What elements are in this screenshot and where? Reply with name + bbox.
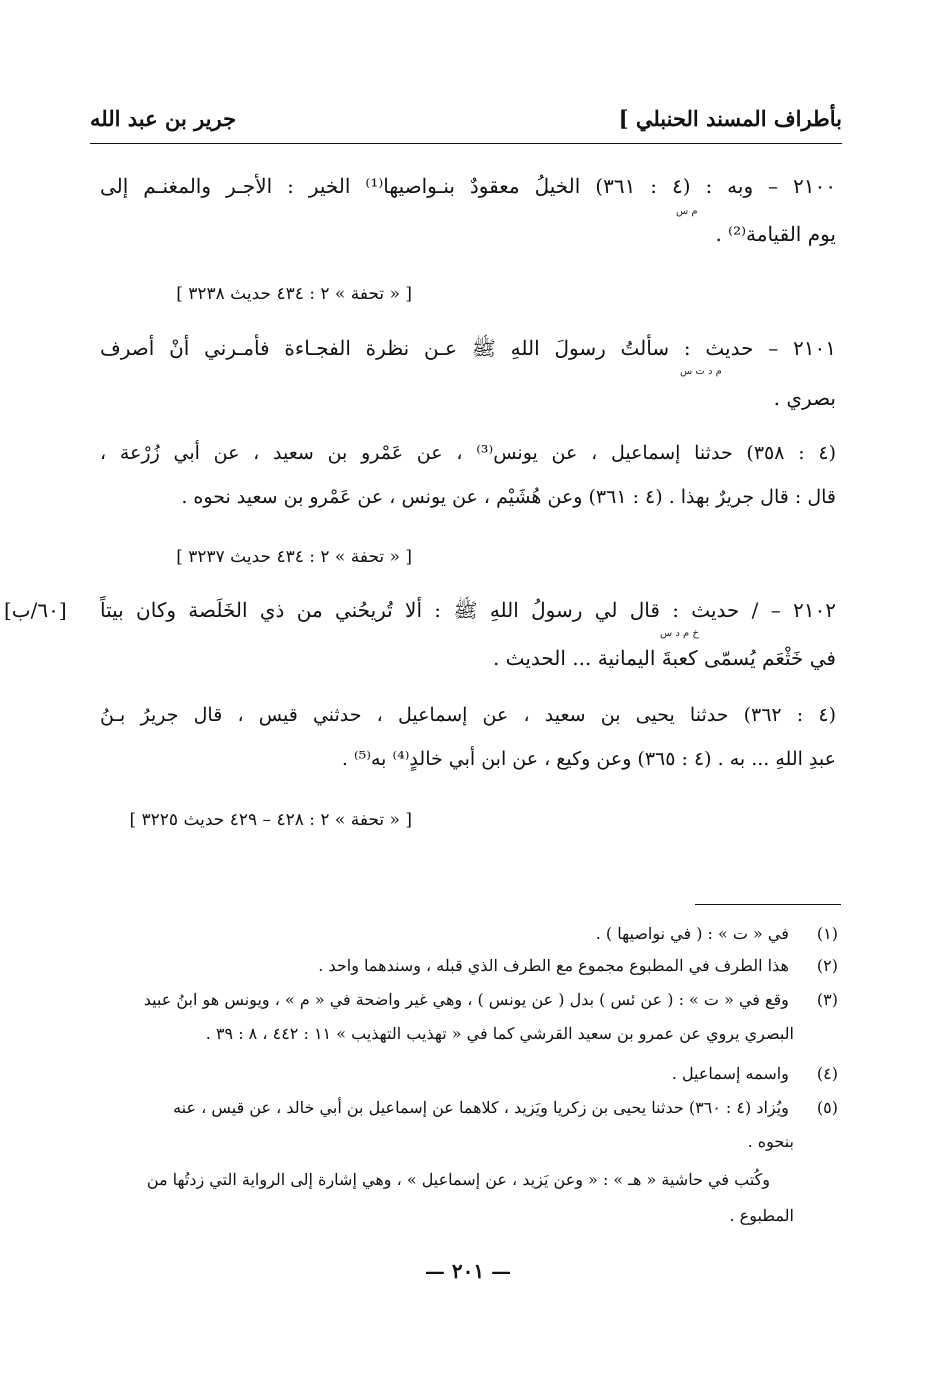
running-header bbox=[90, 100, 842, 140]
footnote-text: ويُزاد (٤ : ٣٦٠) حدثنا يحيى بن زكريا ويَزيد ، كلاهما عن إسماعيل بن أبي خالد ، عن قيس ، عنه bbox=[173, 1098, 789, 1117]
footnote-number: (١) bbox=[816, 924, 838, 943]
footnote-text: هذا الطرف في المطبوع مجموع مع الطرف الذي قبله ، وسندهما واحد . bbox=[318, 956, 789, 975]
margin-folio-ref: [٦٠/ب] bbox=[4, 598, 67, 622]
footnote-3-line-2: البصري يروي عن عمرو بن سعيد القرشي كما في « تهذيب التهذيب » ١١ : ٤٤٢ ، ٨ : ٣٩ . bbox=[205, 1024, 794, 1043]
entry-2100-line-2: يوم القيامة⁽²⁾ . bbox=[715, 222, 836, 246]
footnote-continuation-line-2: المطبوع . bbox=[729, 1206, 794, 1225]
footnote-text: واسمه إسماعيل . bbox=[671, 1064, 789, 1083]
footnote-continuation-line-1: وكُتب في حاشية « هـ » : « وعن يَزيد ، عن إسماعيل » ، وهي إشارة إلى الرواية التي زدتُها من bbox=[146, 1170, 770, 1189]
header-chapter-title: جرير بن عبد الله bbox=[90, 106, 237, 131]
footnote-number: (٣) bbox=[816, 990, 838, 1009]
entry-2101-line-2: بصري . bbox=[773, 386, 836, 410]
entry-2102-source-1: (٤ : ٣٦٢) حدثنا يحيى بن سعيد ، عن إسماعيل ، حدثني قيس ، قال جريرُ بـنُ bbox=[100, 704, 836, 726]
footnote-3-line-1 bbox=[98, 990, 838, 1009]
footnote-text: في « ت » : ( في نواصيها ) . bbox=[595, 924, 789, 943]
entry-2102-sigla: خ م د س bbox=[660, 628, 699, 639]
entry-2102-line-2: في خَثْعَم يُسمّى كعبةَ اليمانية ... الحديث . bbox=[492, 646, 836, 670]
header-rule bbox=[90, 143, 842, 144]
entry-2101-source-1: (٤ : ٣٥٨) حدثنا إسماعيل ، عن يونس⁽³⁾ ، عن عَمْرو بن سعيد ، عن أبي زُرْعة ، bbox=[100, 442, 836, 464]
entry-2100-sigla: م س bbox=[676, 206, 698, 217]
footnote-number: (٤) bbox=[816, 1064, 838, 1083]
entry-2101-line-1: ٢١٠١ – حديث : سألتُ رسولَ اللهِ ﷺ عـن نظرة الفجـاءة فأمـرني أنْ أصرف bbox=[100, 336, 836, 360]
footnote-4 bbox=[98, 1064, 838, 1083]
entry-2102-line-1: ٢١٠٢ – / حديث : قال لي رسولُ اللهِ ﷺ : ألا تُريحُني من ذي الخَلَصة وكان بيتاً bbox=[100, 598, 836, 622]
footnote-1 bbox=[98, 924, 838, 943]
entry-2100-tuhfa-ref: [ « تحفة » ٢ : ٤٣٤ حديث ٣٢٣٨ ] bbox=[176, 284, 412, 304]
entry-2100-line-1: ٢١٠٠ – وبه : (٤ : ٣٦١) الخيلُ معقودٌ بنـواصيها⁽¹⁾ الخير : الأجـر والمغنـم إلى bbox=[100, 174, 836, 198]
entry-2101-sigla: م د ت س bbox=[680, 366, 722, 377]
entry-2102-source-2: عبدِ اللهِ ... به . (٤ : ٣٦٥) وعن وكيع ، عن ابن أبي خالدٍ⁽⁴⁾ به⁽⁵⁾ . bbox=[341, 748, 836, 770]
entry-2102-tuhfa-ref: [ « تحفة » ٢ : ٤٢٨ – ٤٢٩ حديث ٣٢٢٥ ] bbox=[129, 810, 412, 830]
footnote-5-line-1 bbox=[98, 1098, 838, 1117]
header-book-title: بأطراف المسند الحنبلي ] bbox=[618, 106, 842, 131]
footnote-rule bbox=[695, 904, 841, 905]
footnote-number: (٢) bbox=[816, 956, 838, 975]
entry-2101-source-2: قال : قال جريرٌ بهذا . (٤ : ٣٦١) وعن هُشَيْم ، عن يونس ، عن عَمْرو بن سعيد نحوه . bbox=[181, 486, 836, 508]
footnote-2 bbox=[98, 956, 838, 975]
entry-2101-tuhfa-ref: [ « تحفة » ٢ : ٤٣٤ حديث ٣٢٣٧ ] bbox=[176, 547, 412, 567]
footnote-5-line-2: بنحوه . bbox=[747, 1132, 794, 1151]
footnote-text: وقع في « ت » : ( عن ئس ) بدل ( عن يونس ) ، وهي غير واضحة في « م » ، ويونس هو ابنُ عبيد bbox=[143, 990, 789, 1009]
page-number: — ٢٠١ — bbox=[424, 1259, 512, 1283]
footnote-number: (٥) bbox=[816, 1098, 838, 1117]
